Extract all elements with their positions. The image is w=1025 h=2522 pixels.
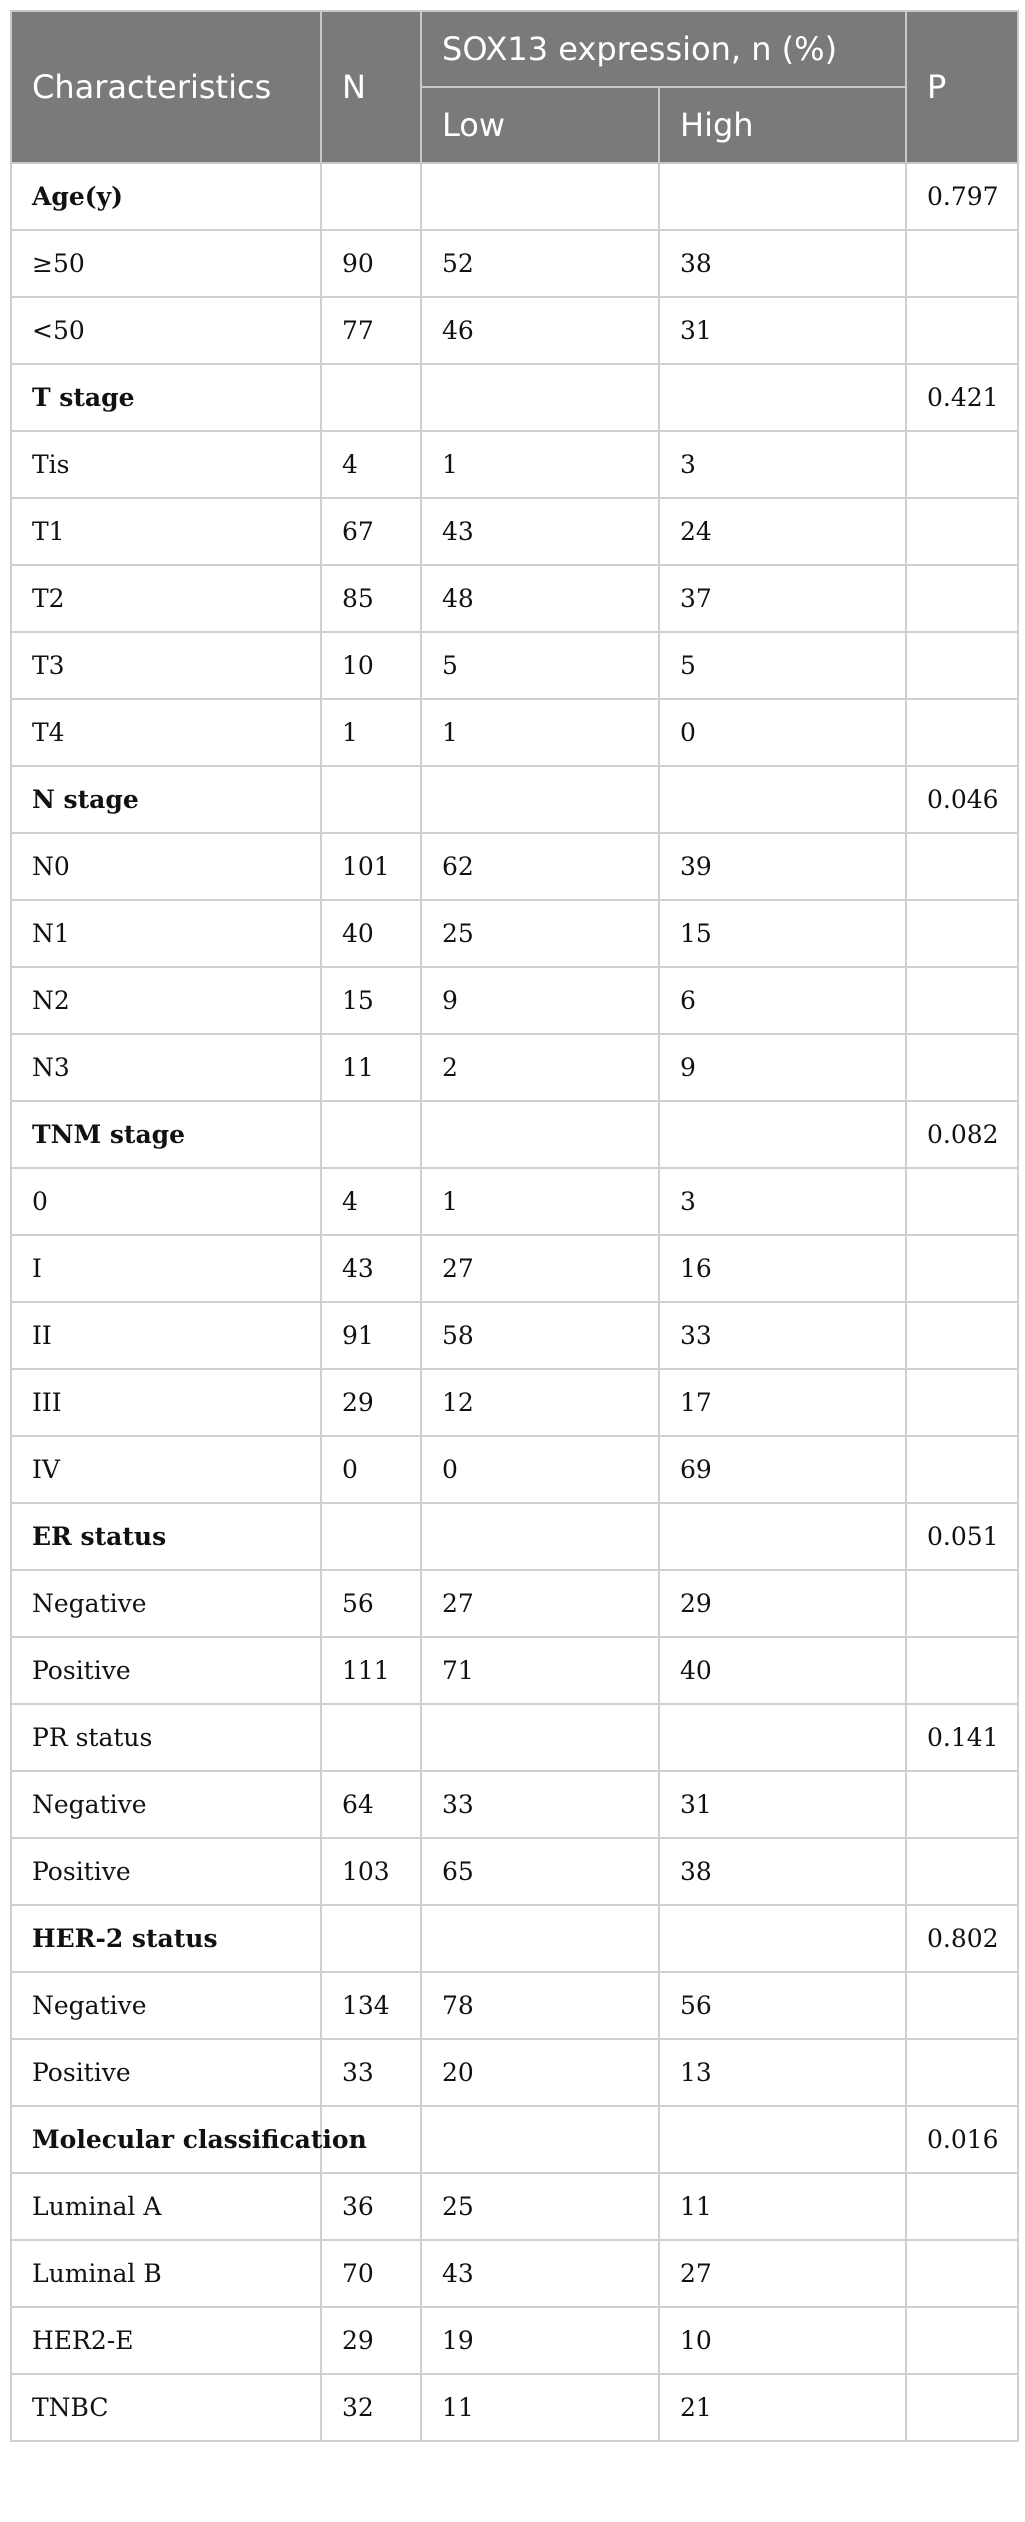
cell-characteristic: Negative: [11, 1972, 321, 2039]
table-row: [11, 1838, 1018, 1905]
cell-high: 27: [659, 2240, 906, 2307]
header-low: Low: [421, 87, 659, 163]
cell-low: [421, 163, 659, 230]
cell-characteristic: T4: [11, 699, 321, 766]
header-n: N: [321, 11, 421, 163]
table-row: [11, 632, 1018, 699]
cell-low: 11: [421, 2374, 659, 2441]
cell-low: [421, 1704, 659, 1771]
table-row: [11, 900, 1018, 967]
cell-high: 21: [659, 2374, 906, 2441]
cell-high: 16: [659, 1235, 906, 1302]
header-sox13-expression: SOX13 expression, n (%): [421, 11, 906, 87]
cell-low: 25: [421, 900, 659, 967]
table-row: [11, 2240, 1018, 2307]
cell-n: [321, 1503, 421, 1570]
cell-n: [321, 766, 421, 833]
cell-low: 25: [421, 2173, 659, 2240]
cell-high: [659, 1101, 906, 1168]
cell-n: 64: [321, 1771, 421, 1838]
cell-low: [421, 1101, 659, 1168]
cell-low: 2: [421, 1034, 659, 1101]
cell-n: 10: [321, 632, 421, 699]
cell-low: 33: [421, 1771, 659, 1838]
cell-p: [906, 297, 1018, 364]
cell-low: 0: [421, 1436, 659, 1503]
cell-high: 29: [659, 1570, 906, 1637]
cell-n: 43: [321, 1235, 421, 1302]
cell-characteristic: Tis: [11, 431, 321, 498]
cell-n: 111: [321, 1637, 421, 1704]
cell-n: [321, 1101, 421, 1168]
cell-n: 29: [321, 1369, 421, 1436]
cell-n: 77: [321, 297, 421, 364]
cell-p: 0.046: [906, 766, 1018, 833]
cell-characteristic: T2: [11, 565, 321, 632]
cell-n: 33: [321, 2039, 421, 2106]
cell-high: 31: [659, 1771, 906, 1838]
cell-p: [906, 230, 1018, 297]
cell-high: 15: [659, 900, 906, 967]
cell-high: 13: [659, 2039, 906, 2106]
cell-n: [321, 163, 421, 230]
cell-n: 90: [321, 230, 421, 297]
cell-low: [421, 766, 659, 833]
cell-low: 5: [421, 632, 659, 699]
table-row: [11, 2039, 1018, 2106]
cell-p: 0.016: [906, 2106, 1018, 2173]
cell-characteristic: Negative: [11, 1570, 321, 1637]
cell-p: 0.802: [906, 1905, 1018, 1972]
cell-characteristic: HER-2 status: [11, 1905, 321, 1972]
cell-p: [906, 1369, 1018, 1436]
cell-n: 85: [321, 565, 421, 632]
cell-p: 0.051: [906, 1503, 1018, 1570]
table-row: [11, 1637, 1018, 1704]
cell-p: [906, 632, 1018, 699]
table-header: [11, 11, 1018, 163]
cell-n: 32: [321, 2374, 421, 2441]
cell-low: 12: [421, 1369, 659, 1436]
cell-high: 6: [659, 967, 906, 1034]
cell-p: [906, 2240, 1018, 2307]
cell-n: 70: [321, 2240, 421, 2307]
cell-characteristic: N3: [11, 1034, 321, 1101]
cell-characteristic: Positive: [11, 2039, 321, 2106]
cell-high: [659, 364, 906, 431]
cell-characteristic: N2: [11, 967, 321, 1034]
cell-p: [906, 2173, 1018, 2240]
table-row: [11, 699, 1018, 766]
cell-low: 27: [421, 1570, 659, 1637]
cell-n: [321, 1704, 421, 1771]
cell-high: 11: [659, 2173, 906, 2240]
cell-high: 38: [659, 1838, 906, 1905]
table-row: [11, 1235, 1018, 1302]
cell-low: 52: [421, 230, 659, 297]
cell-low: 1: [421, 699, 659, 766]
cell-n: 101: [321, 833, 421, 900]
cell-characteristic: Luminal A: [11, 2173, 321, 2240]
cell-characteristic: II: [11, 1302, 321, 1369]
cell-p: [906, 1570, 1018, 1637]
cell-high: [659, 2106, 906, 2173]
cell-high: 56: [659, 1972, 906, 2039]
cell-n: [321, 364, 421, 431]
table-row: [11, 1905, 1018, 1972]
cell-p: [906, 2307, 1018, 2374]
cell-n: 134: [321, 1972, 421, 2039]
cell-p: [906, 565, 1018, 632]
cell-high: 17: [659, 1369, 906, 1436]
cell-characteristic: N stage: [11, 766, 321, 833]
header-p: P: [906, 11, 1018, 163]
cell-low: 62: [421, 833, 659, 900]
table-row: [11, 1369, 1018, 1436]
table-row: [11, 2307, 1018, 2374]
cell-p: [906, 498, 1018, 565]
cell-p: 0.141: [906, 1704, 1018, 1771]
cell-high: 0: [659, 699, 906, 766]
cell-n: 67: [321, 498, 421, 565]
table-row: [11, 967, 1018, 1034]
characteristics-table: [10, 10, 1019, 2442]
cell-characteristic: Negative: [11, 1771, 321, 1838]
cell-n: 11: [321, 1034, 421, 1101]
table-row: [11, 1436, 1018, 1503]
table-row: [11, 2374, 1018, 2441]
cell-p: [906, 2374, 1018, 2441]
cell-high: 69: [659, 1436, 906, 1503]
cell-high: 3: [659, 1168, 906, 1235]
cell-high: 37: [659, 565, 906, 632]
cell-characteristic: T3: [11, 632, 321, 699]
cell-characteristic: Luminal B: [11, 2240, 321, 2307]
cell-low: 58: [421, 1302, 659, 1369]
cell-p: [906, 1302, 1018, 1369]
table-row: [11, 1168, 1018, 1235]
cell-low: 1: [421, 1168, 659, 1235]
table-row: [11, 364, 1018, 431]
cell-p: [906, 967, 1018, 1034]
table-row: [11, 163, 1018, 230]
cell-low: 71: [421, 1637, 659, 1704]
header-high: High: [659, 87, 906, 163]
cell-low: [421, 1905, 659, 1972]
cell-characteristic: HER2-E: [11, 2307, 321, 2374]
cell-high: 39: [659, 833, 906, 900]
cell-low: 43: [421, 498, 659, 565]
cell-n: 36: [321, 2173, 421, 2240]
table-row: [11, 431, 1018, 498]
cell-high: 10: [659, 2307, 906, 2374]
cell-high: 40: [659, 1637, 906, 1704]
header-characteristics: Characteristics: [11, 11, 321, 163]
cell-p: [906, 1235, 1018, 1302]
cell-low: [421, 364, 659, 431]
cell-n: 40: [321, 900, 421, 967]
cell-n: 0: [321, 1436, 421, 1503]
cell-low: 9: [421, 967, 659, 1034]
cell-p: [906, 1637, 1018, 1704]
cell-low: 27: [421, 1235, 659, 1302]
cell-n: 103: [321, 1838, 421, 1905]
cell-characteristic: ER status: [11, 1503, 321, 1570]
cell-high: [659, 1503, 906, 1570]
cell-low: 43: [421, 2240, 659, 2307]
cell-characteristic: T1: [11, 498, 321, 565]
cell-low: 78: [421, 1972, 659, 2039]
cell-high: [659, 163, 906, 230]
cell-low: 65: [421, 1838, 659, 1905]
cell-p: 0.797: [906, 163, 1018, 230]
table-row: [11, 1503, 1018, 1570]
cell-characteristic: N0: [11, 833, 321, 900]
cell-p: [906, 833, 1018, 900]
cell-high: 38: [659, 230, 906, 297]
cell-p: [906, 431, 1018, 498]
cell-characteristic: TNM stage: [11, 1101, 321, 1168]
cell-p: [906, 1168, 1018, 1235]
cell-characteristic: <50: [11, 297, 321, 364]
cell-characteristic: N1: [11, 900, 321, 967]
cell-n: 15: [321, 967, 421, 1034]
cell-n: [321, 1905, 421, 1972]
cell-high: 5: [659, 632, 906, 699]
cell-low: 46: [421, 297, 659, 364]
cell-characteristic: Molecular classification: [11, 2106, 321, 2173]
table-row: [11, 297, 1018, 364]
table-row: [11, 833, 1018, 900]
cell-high: 9: [659, 1034, 906, 1101]
table-row: [11, 2173, 1018, 2240]
cell-high: [659, 1704, 906, 1771]
cell-n: 29: [321, 2307, 421, 2374]
cell-p: [906, 2039, 1018, 2106]
cell-p: [906, 1771, 1018, 1838]
cell-n: 1: [321, 699, 421, 766]
cell-p: [906, 1436, 1018, 1503]
table-row: [11, 1570, 1018, 1637]
table-row: [11, 1771, 1018, 1838]
cell-low: [421, 1503, 659, 1570]
cell-high: [659, 1905, 906, 1972]
table-row: [11, 1972, 1018, 2039]
cell-p: 0.421: [906, 364, 1018, 431]
cell-p: 0.082: [906, 1101, 1018, 1168]
cell-n: 4: [321, 431, 421, 498]
table-row: [11, 1704, 1018, 1771]
table-row: [11, 1302, 1018, 1369]
table-row: [11, 1034, 1018, 1101]
cell-characteristic: I: [11, 1235, 321, 1302]
cell-low: 20: [421, 2039, 659, 2106]
cell-characteristic: Positive: [11, 1637, 321, 1704]
table-row: [11, 766, 1018, 833]
cell-characteristic: Age(y): [11, 163, 321, 230]
cell-high: 33: [659, 1302, 906, 1369]
cell-characteristic: PR status: [11, 1704, 321, 1771]
cell-p: [906, 699, 1018, 766]
table-row: [11, 498, 1018, 565]
cell-n: 4: [321, 1168, 421, 1235]
cell-high: [659, 766, 906, 833]
cell-n: 56: [321, 1570, 421, 1637]
cell-low: [421, 2106, 659, 2173]
table-body: [11, 163, 1018, 2441]
cell-characteristic: TNBC: [11, 2374, 321, 2441]
table-row: [11, 1101, 1018, 1168]
cell-p: [906, 1034, 1018, 1101]
table-row: [11, 230, 1018, 297]
cell-characteristic: T stage: [11, 364, 321, 431]
cell-high: 24: [659, 498, 906, 565]
cell-characteristic: ≥50: [11, 230, 321, 297]
cell-p: [906, 1972, 1018, 2039]
cell-characteristic: III: [11, 1369, 321, 1436]
cell-p: [906, 1838, 1018, 1905]
cell-low: 19: [421, 2307, 659, 2374]
cell-p: [906, 900, 1018, 967]
cell-characteristic: Positive: [11, 1838, 321, 1905]
table-row: [11, 2106, 1018, 2173]
cell-characteristic: 0: [11, 1168, 321, 1235]
cell-characteristic: IV: [11, 1436, 321, 1503]
cell-n: 91: [321, 1302, 421, 1369]
cell-low: 48: [421, 565, 659, 632]
cell-high: 3: [659, 431, 906, 498]
cell-high: 31: [659, 297, 906, 364]
table-row: [11, 565, 1018, 632]
cell-low: 1: [421, 431, 659, 498]
